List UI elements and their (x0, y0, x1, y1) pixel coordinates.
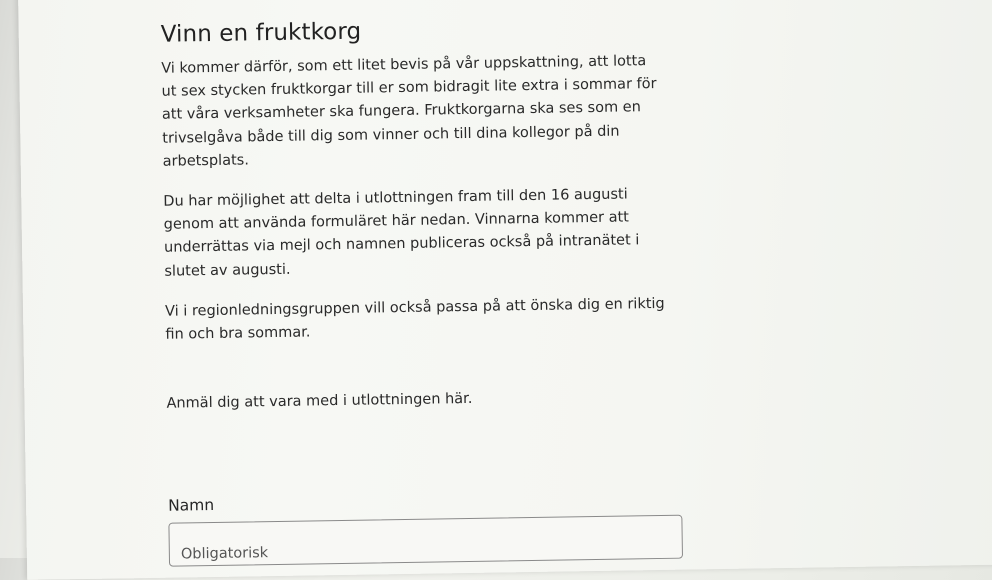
paragraph-2: Du har möjlighet att delta i utlottningen fram till den 16 augusti genom att använda formuläret här nedan. Vinnarna kommer att underrättas via mejl och namnen publiceras också på intranätet i slutet av augusti. (163, 186, 640, 280)
page-title: Vinn en fruktkorg (160, 18, 362, 48)
article-content (161, 14, 670, 567)
paper-sheet (18, 0, 992, 580)
name-input[interactable] (168, 515, 683, 567)
name-field-label: Namn (167, 496, 215, 515)
paragraph-3: Vi i regionledningsgruppen vill också passa på att önska dig en riktig fin och bra sommar. (164, 295, 665, 343)
paragraph-1: Vi kommer därför, som ett litet bevis på vår uppskattning, att lotta ut sex stycken fruktkorgar till er som bidragit lite extra i sommar för att våra verksamheter ska fungera. Fruktkorgarna ska ses som en trivselgåva både till dig som vinner och till dina kollegor på din arbetsplats. (161, 53, 657, 170)
signup-prompt: Anmäl dig att vara med i utlottningen här. (166, 391, 473, 412)
